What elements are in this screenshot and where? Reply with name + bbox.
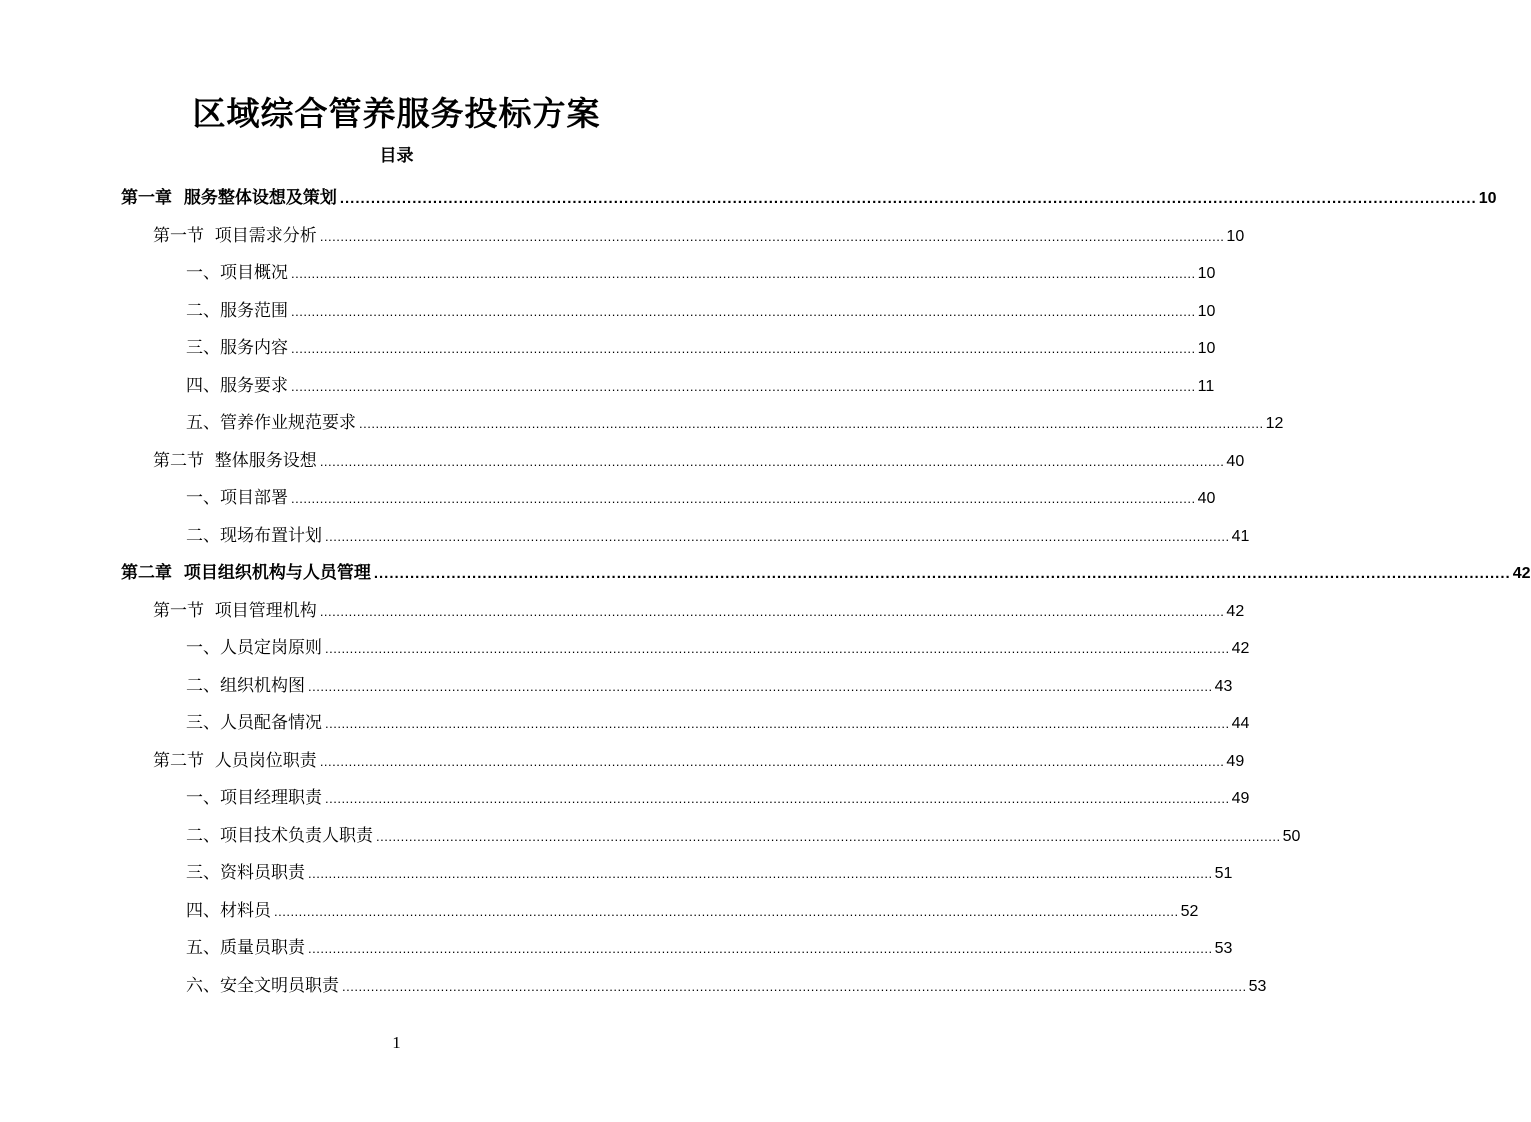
toc-entry-item[interactable]	[0, 818, 1301, 856]
toc-entry-title: 第二节 人员岗位职责	[153, 750, 317, 771]
toc-entry-item[interactable]	[0, 630, 1250, 668]
toc-entry-page-number: 44	[1231, 715, 1250, 732]
toc-entry-item[interactable]	[0, 293, 1216, 331]
toc-entry-page-number: 43	[1214, 677, 1233, 695]
toc-entry-item[interactable]	[0, 330, 1216, 368]
toc-dot-leader: ............................................................................................................................................................................................................................	[342, 978, 1247, 994]
toc-entry-title: 五、质量员职责	[186, 938, 305, 958]
toc-entry-page-number: 40	[1226, 452, 1245, 470]
toc-heading: 目录	[379, 146, 414, 166]
toc-entry-item[interactable]	[0, 255, 1216, 293]
toc-entry-item[interactable]	[0, 668, 1233, 706]
toc-dot-leader: ............................................................................................................................................................................................................................	[325, 716, 1230, 731]
toc-entry-title: 三、人员配备情况	[186, 713, 322, 733]
toc-entry-item[interactable]	[0, 368, 1215, 406]
toc-dot-leader: ............................................................................................................................................................................................................................	[291, 491, 1196, 506]
toc-entry-chapter[interactable]	[0, 555, 1531, 593]
toc-dot-leader: ............................................................................................................................................................................................................................	[291, 303, 1196, 319]
toc-entry-page-number: 49	[1231, 790, 1250, 807]
toc-entry-page-number: 50	[1282, 827, 1301, 845]
toc-dot-leader: ............................................................................................................................................................................................................................	[291, 378, 1196, 394]
toc-entry-title: 二、组织机构图	[186, 675, 305, 696]
toc-entry-page-number: 51	[1214, 865, 1233, 882]
toc-entry-item[interactable]	[0, 480, 1216, 518]
toc-entry-item[interactable]	[0, 855, 1233, 893]
document-title: 区域综合管养服务投标方案	[192, 94, 601, 133]
toc-entry-page-number: 42	[1231, 640, 1250, 657]
toc-entry-title: 第一章 服务整体设想及策划	[121, 188, 337, 208]
toc-entry-page-number: 10	[1197, 340, 1216, 357]
toc-dot-leader: ............................................................................................................................................................................................................................	[325, 528, 1230, 544]
toc-entry-title: 四、服务要求	[186, 375, 288, 396]
toc-entry-title: 二、项目技术负责人职责	[186, 825, 373, 846]
toc-dot-leader: ............................................................................................................................................................................................................................	[373, 565, 1511, 582]
toc-entry-chapter[interactable]	[0, 180, 1497, 218]
toc-entry-title: 二、服务范围	[186, 300, 288, 321]
toc-entry-title: 一、项目概况	[186, 263, 288, 283]
toc-entry-page-number: 11	[1197, 377, 1215, 395]
toc-entry-title: 第二节 整体服务设想	[153, 450, 317, 471]
toc-dot-leader: ............................................................................................................................................................................................................................	[274, 903, 1179, 919]
toc-entry-section[interactable]	[0, 743, 1245, 781]
toc-dot-leader: ............................................................................................................................................................................................................................	[291, 266, 1196, 281]
toc-entry-item[interactable]	[0, 968, 1267, 1006]
toc-dot-leader: ............................................................................................................................................................................................................................	[319, 453, 1225, 469]
toc-entry-item[interactable]	[0, 705, 1250, 743]
toc-entry-page-number: 41	[1231, 527, 1250, 545]
toc-entry-title: 第一节 项目需求分析	[153, 225, 317, 246]
toc-entry-page-number: 49	[1226, 752, 1245, 770]
toc-entry-page-number: 40	[1197, 490, 1216, 507]
toc-entry-page-number: 10	[1197, 302, 1216, 320]
toc-dot-leader: ............................................................................................................................................................................................................................	[376, 828, 1281, 844]
toc-entry-title: 二、现场布置计划	[186, 525, 322, 546]
toc-entry-item[interactable]	[0, 518, 1250, 556]
toc-entry-item[interactable]	[0, 780, 1250, 818]
toc-entry-item[interactable]	[0, 405, 1284, 443]
toc-entry-title: 一、项目部署	[186, 488, 288, 508]
toc-entry-title: 五、管养作业规范要求	[186, 413, 356, 433]
toc-entry-title: 三、资料员职责	[186, 863, 305, 883]
toc-entry-section[interactable]	[0, 593, 1245, 631]
toc-dot-leader: ............................................................................................................................................................................................................................	[308, 866, 1213, 881]
toc-entry-title: 第二章 项目组织机构与人员管理	[121, 563, 371, 583]
toc-dot-leader: ............................................................................................................................................................................................................................	[339, 190, 1477, 207]
toc-dot-leader: ............................................................................................................................................................................................................................	[359, 416, 1264, 431]
toc-dot-leader: ............................................................................................................................................................................................................................	[308, 941, 1213, 956]
toc-entry-title: 一、人员定岗原则	[186, 638, 322, 658]
toc-entry-page-number: 10	[1226, 227, 1245, 245]
toc-entry-page-number: 52	[1180, 902, 1199, 920]
toc-dot-leader: ............................................................................................................................................................................................................................	[319, 753, 1225, 769]
toc-entry-section[interactable]	[0, 218, 1245, 256]
toc-entry-title: 一、项目经理职责	[186, 788, 322, 808]
toc-entry-title: 三、服务内容	[186, 338, 288, 358]
toc-entry-item[interactable]	[0, 930, 1233, 968]
toc-entry-page-number: 53	[1248, 977, 1267, 995]
toc-entry-page-number: 12	[1265, 415, 1284, 432]
toc-entry-item[interactable]	[0, 893, 1199, 931]
toc-entry-title: 第一节 项目管理机构	[153, 600, 317, 621]
toc-entry-page-number: 42	[1226, 602, 1245, 620]
toc-entry-page-number: 10	[1478, 190, 1497, 207]
toc-dot-leader: ............................................................................................................................................................................................................................	[325, 641, 1230, 656]
toc-dot-leader: ............................................................................................................................................................................................................................	[308, 678, 1213, 694]
toc-entry-page-number: 10	[1197, 265, 1216, 282]
table-of-contents	[0, 180, 1531, 1005]
toc-entry-title: 四、材料员	[186, 900, 271, 921]
toc-dot-leader: ............................................................................................................................................................................................................................	[319, 228, 1225, 244]
toc-entry-page-number: 53	[1214, 940, 1233, 957]
toc-entry-section[interactable]	[0, 443, 1245, 481]
toc-dot-leader: ............................................................................................................................................................................................................................	[319, 603, 1225, 619]
toc-entry-title: 六、安全文明员职责	[186, 975, 339, 996]
page-number: 1	[392, 1033, 401, 1052]
toc-dot-leader: ............................................................................................................................................................................................................................	[291, 341, 1196, 356]
toc-dot-leader: ............................................................................................................................................................................................................................	[325, 791, 1230, 806]
toc-entry-page-number: 42	[1512, 565, 1531, 582]
